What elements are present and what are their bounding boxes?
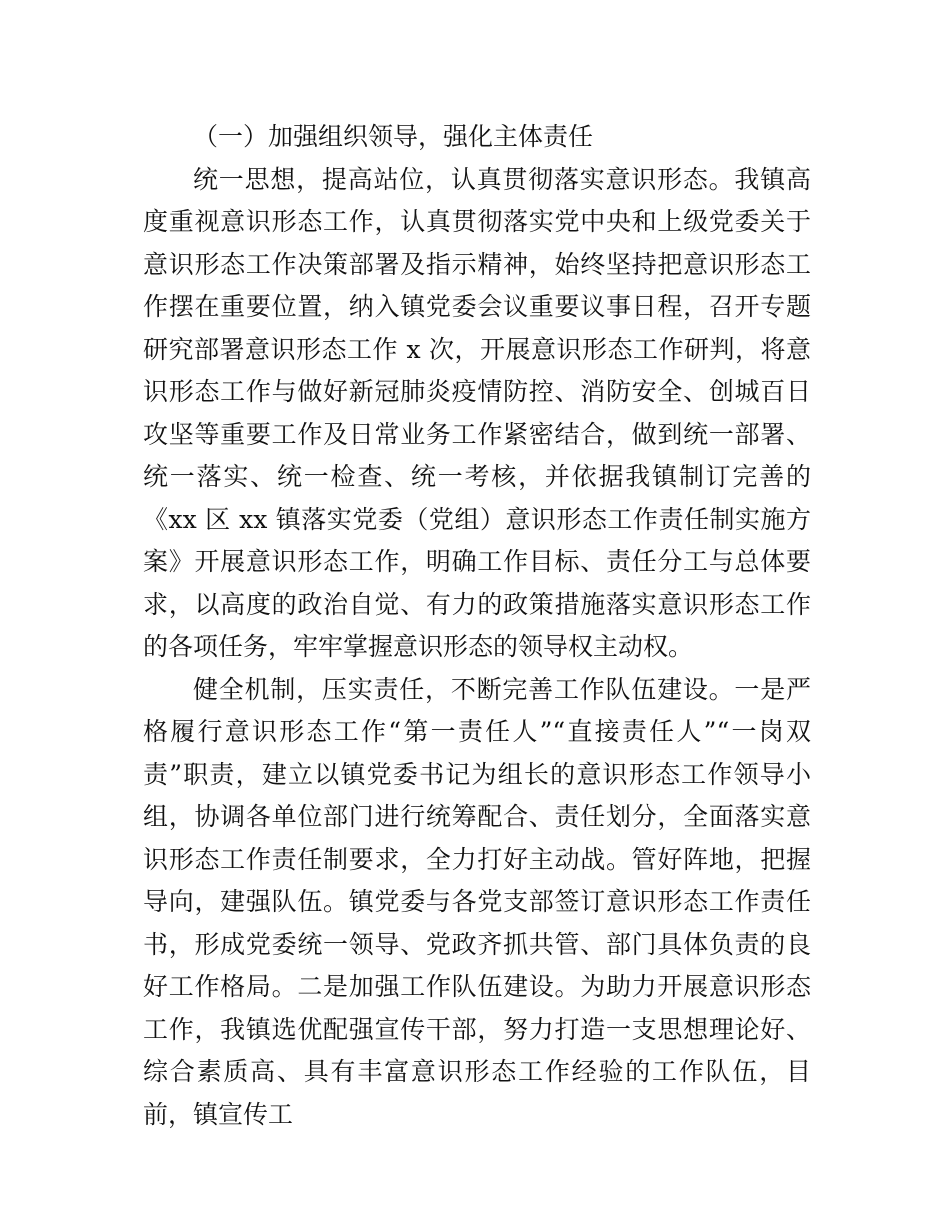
paragraph-mechanism-responsibility: 健全机制，压实责任，不断完善工作队伍建设。一是严格履行意识形态工作“第一责任人”“直接责任人”“一岗双责”职责，建立以镇党委书记为组长的意识形态工作领导小组，协调各单位部门进行统筹配合、责任划分，全面落实意识形态工作责任制要求，全力打好主动战。管好阵地，把握导向，建强队伍。镇党委与各党支部签订意识形态工作责任书，形成党委统一领导、党政齐抓共管、部门具体负责的良好工作格局。二是加强工作队伍建设。为助力开展意识形态工作，我镇选优配强宣传干部，努力打造一支思想理论好、综合素质高、具有丰富意识形态工作经验的工作队伍，目前，镇宣传工 xyxy=(143,674,811,1129)
paragraph-ideology-implementation: 统一思想，提高站位，认真贯彻落实意识形态。我镇高度重视意识形态工作，认真贯彻落实党中央和上级党委关于意识形态工作决策部署及指示精神，始终坚持把意识形态工作摆在重要位置，纳入镇党委会议重要议事日程，召开专题研究部署意识形态工作 x 次，开展意识形态工作研判，将意识形态工作与做好新冠肺炎疫情防控、消防安全、创城百日攻坚等重要工作及日常业务工作紧密结合，做到统一部署、统一落实、统一检查、统一考核，并依据我镇制订完善的《xx 区 xx 镇落实党委（党组）意识形态工作责任制实施方案》开展意识形态工作，明确工作目标、责任分工与总体要求，以高度的政治自觉、有力的政策措施落实意识形态工作的各项任务，牢牢掌握意识形态的领导权主动权。 xyxy=(143,164,811,661)
section-heading: （一）加强组织领导，强化主体责任 xyxy=(193,122,594,151)
document-body xyxy=(143,116,811,1136)
